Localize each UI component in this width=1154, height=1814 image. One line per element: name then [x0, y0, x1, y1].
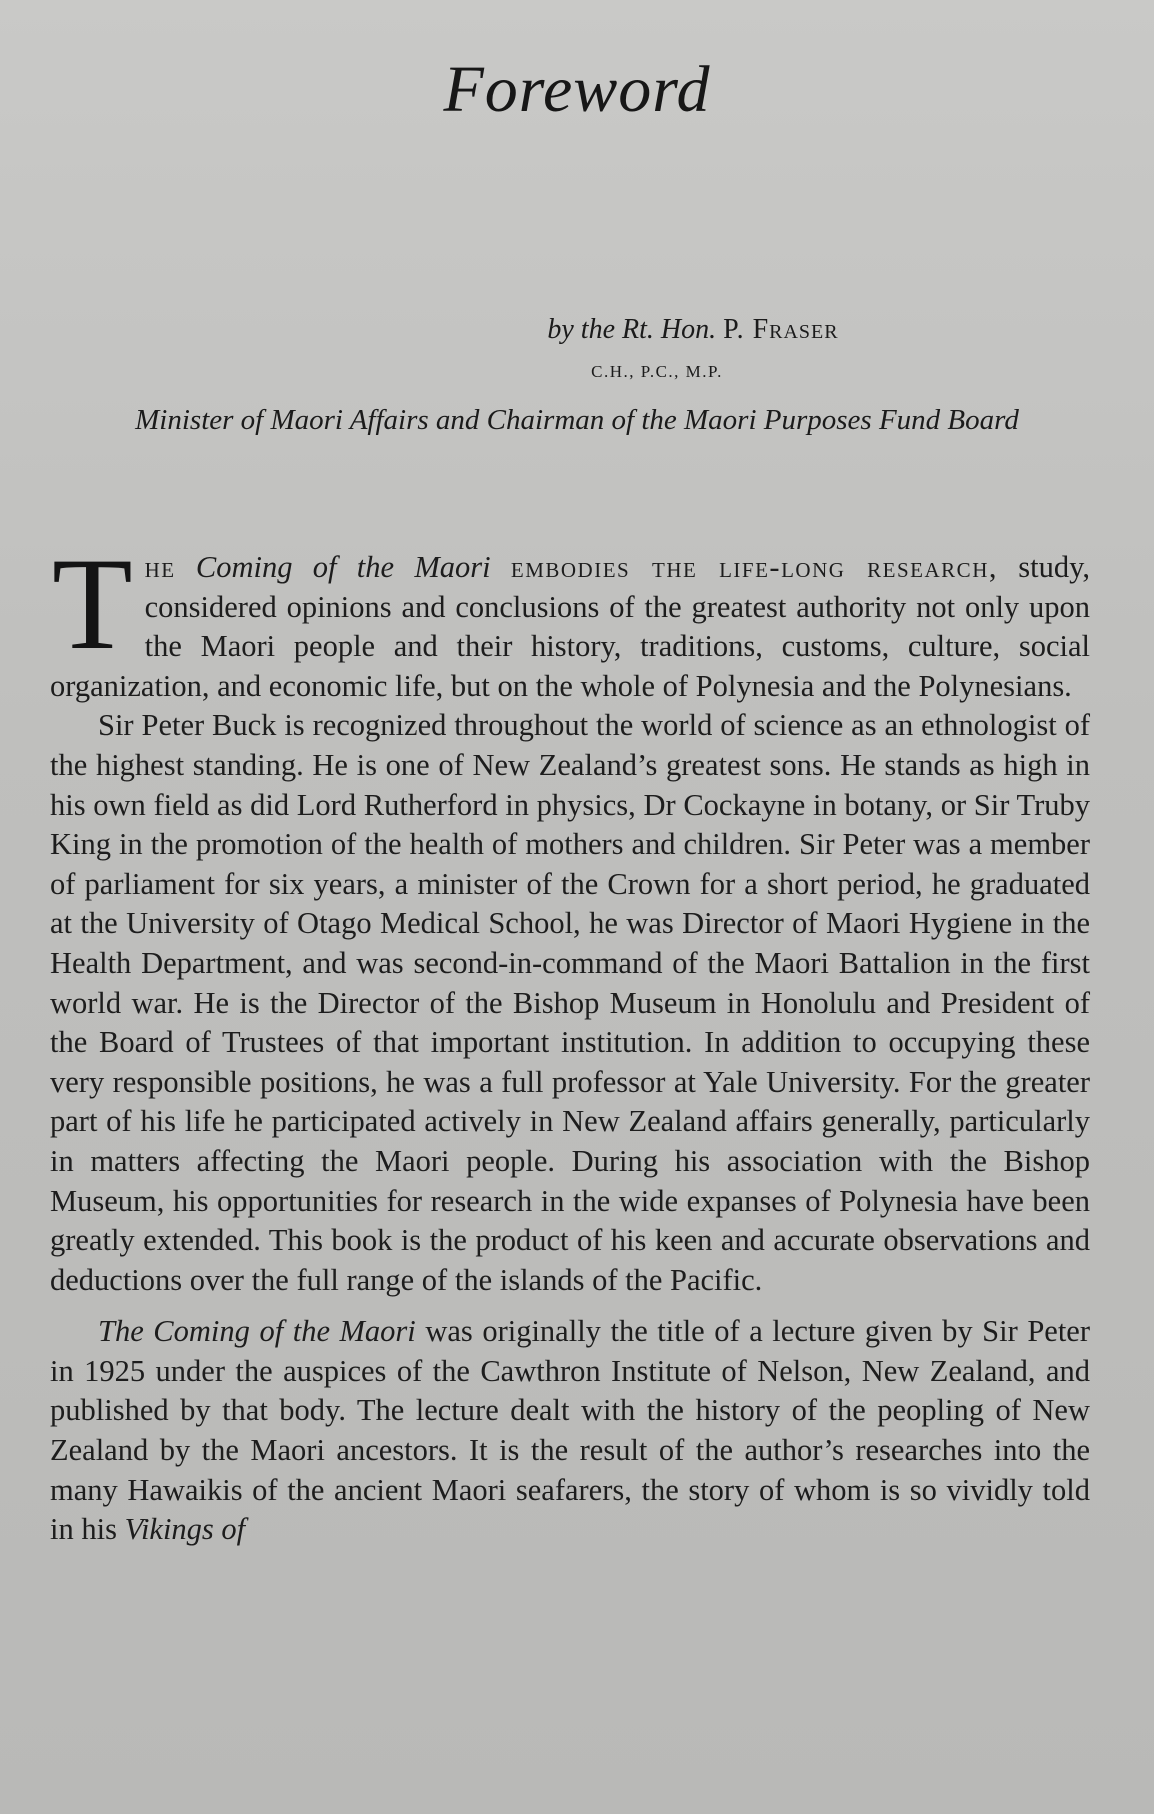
byline: [0, 314, 1154, 346]
lead-book-title: Coming of the Maori: [195, 550, 491, 584]
paragraph-1: [50, 530, 1091, 706]
paragraph-2: Sir Peter Buck is recognized throughout the world of science as an ethnologist of the highest standing. He is one of New Zealand’s greatest sons. He stands as high in his own field as did Lord Rutherford in physics, Dr Cockayne in botany, or Sir Truby King in the promotion of the health of mothers and children. Sir Peter was a member of parliament for six years, a minister of the Crown for a short period, he graduated at the University of Otago Medical School, he was Director of Maori Hygiene in the Health Department, and was second-in-command of the Maori Battalion in the first world war. He is the Director of the Bishop Museum in Honolulu and President of the Board of Trustees of that important institution. In addition to occupying these very responsible positions, he was a full professor at Yale University. For the greater part of his life he participated actively in New Zealand affairs generally, particularly in matters affecting the Maori people. During his association with the Bishop Museum, his opportunities for research in the wide expanses of Polynesia have been greatly extended. This book is the product of his keen and accurate observations and deductions over the full range of the islands of the Pacific.: [50, 708, 1090, 1297]
foreword-body: [50, 530, 1091, 1550]
drop-cap: T: [52, 530, 133, 677]
paragraph-1-text: study, considered opinions and conclusions of the greatest authority not only upon the Maori people and their history, traditions, customs, culture, social organization, and economic life, but on the whole of Polynesia and the Polynesians.: [50, 550, 1091, 703]
honours: C.H., P.C., M.P.: [591, 362, 723, 381]
paragraph-3: [50, 1312, 1090, 1550]
paragraph-3-book-title: The Coming of the Maori: [98, 1314, 416, 1349]
paragraph-3-tail: Vikings of: [124, 1512, 246, 1547]
paragraph-3-text: was originally the title of a lecture given by Sir Peter in 1925 under the auspices of the Cawthron Institute of Nelson, New Zealand, and published by that body. The lecture dealt with the history of the peopling of New Zealand by the Maori ancestors. It is the result of the author’s researches into the many Hawaikis of the ancient Maori seafarers, the story of whom is so vividly told in his: [50, 1314, 1090, 1547]
byline-prefix: by the Rt. Hon.: [547, 314, 717, 345]
page-title: Foreword: [443, 53, 711, 126]
position-line: Minister of Maori Affairs and Chairman of the Maori Purposes Fund Board: [135, 404, 1019, 436]
lead-small-caps-1: he: [144, 550, 176, 584]
byline-name: P. Fraser: [723, 314, 839, 345]
lead-small-caps-2: embodies the life-long research,: [510, 550, 998, 584]
